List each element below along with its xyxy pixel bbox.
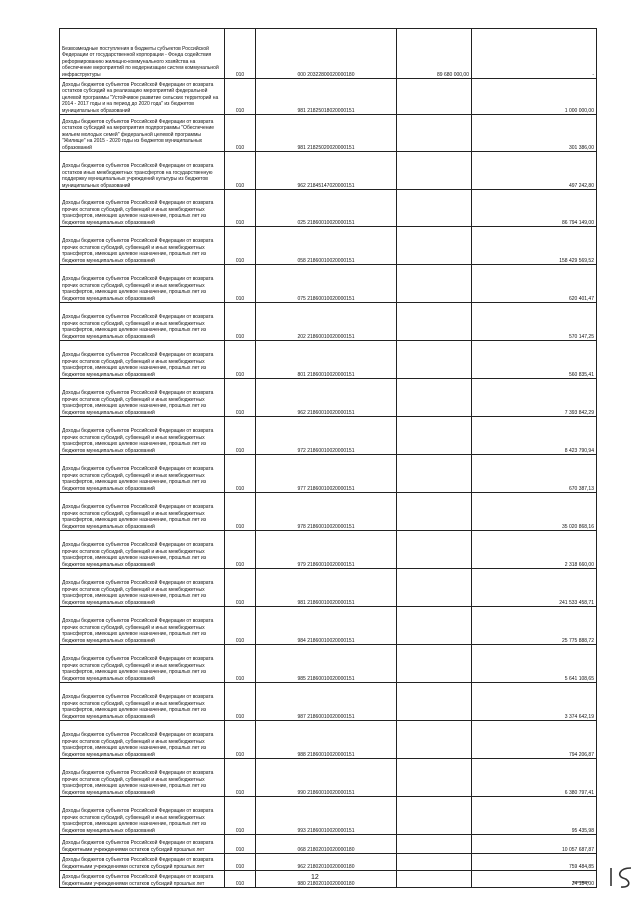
row-planned-amount [397, 759, 472, 797]
table-row [60, 721, 597, 759]
row-executed-amount: 25 775 888,72 [472, 607, 597, 645]
handwritten-mark-icon [571, 860, 640, 890]
row-description: Доходы бюджетов субъектов Российской Федерации от возврата остатков иных межбюджетных трансфертов на государственную поддержку муниципальных учреждений культуры из бюджетов муниципальных образований [60, 152, 225, 190]
row-executed-amount: 620 401,47 [472, 265, 597, 303]
row-budget-code: 962 21860010020000151 [256, 379, 397, 417]
row-planned-amount [397, 721, 472, 759]
row-line-code: 010 [225, 683, 256, 721]
row-planned-amount [397, 115, 472, 152]
row-line-code: 010 [225, 115, 256, 152]
row-budget-code: 984 21860010020000151 [256, 607, 397, 645]
table-row [60, 645, 597, 683]
row-executed-amount: 1 000 000,00 [472, 79, 597, 115]
row-budget-code: 981 21825018020000151 [256, 79, 397, 115]
row-budget-code: 978 21860010020000151 [256, 493, 397, 531]
row-planned-amount [397, 569, 472, 607]
table-row [60, 607, 597, 645]
row-planned-amount [397, 190, 472, 227]
row-budget-code: 977 21860010020000151 [256, 455, 397, 493]
row-executed-amount: 301 386,00 [472, 115, 597, 152]
row-planned-amount [397, 797, 472, 835]
row-description: Доходы бюджетов субъектов Российской Федерации от возврата прочих остатков субсидий, субвенций и иных межбюджетных трансфертов, имеющих целевое назначение, прошлых лет из бюджетов муниципальных образований [60, 190, 225, 227]
row-description: Доходы бюджетов субъектов Российской Федерации от возврата прочих остатков субсидий, субвенций и иных межбюджетных трансфертов, имеющих целевое назначение, прошлых лет из бюджетов муниципальных образований [60, 797, 225, 835]
row-budget-code: 058 21860010020000151 [256, 227, 397, 265]
row-description: Доходы бюджетов субъектов Российской Федерации от возврата прочих остатков субсидий, субвенций и иных межбюджетных трансфертов, имеющих целевое назначение, прошлых лет из бюджетов муниципальных образований [60, 417, 225, 455]
row-line-code: 010 [225, 759, 256, 797]
table-row [60, 759, 597, 797]
row-line-code: 010 [225, 152, 256, 190]
row-executed-amount: 570 147,25 [472, 303, 597, 341]
row-description: Доходы бюджетов субъектов Российской Федерации от возврата бюджетными учреждениями остатков субсидий прошлых лет [60, 854, 225, 871]
row-budget-code: 000 20322800020000180 [256, 29, 397, 79]
row-line-code: 010 [225, 871, 256, 888]
row-line-code: 010 [225, 190, 256, 227]
row-line-code: 010 [225, 303, 256, 341]
row-planned-amount [397, 871, 472, 888]
row-description: Доходы бюджетов субъектов Российской Федерации от возврата прочих остатков субсидий, субвенций и иных межбюджетных трансфертов, имеющих целевое назначение, прошлых лет из бюджетов муниципальных образований [60, 759, 225, 797]
row-planned-amount [397, 152, 472, 190]
row-budget-code: 962 21802010020000180 [256, 854, 397, 871]
row-description: Доходы бюджетов субъектов Российской Федерации от возврата прочих остатков субсидий, субвенций и иных межбюджетных трансфертов, имеющих целевое назначение, прошлых лет из бюджетов муниципальных образований [60, 341, 225, 379]
table-row [60, 79, 597, 115]
row-description: Доходы бюджетов субъектов Российской Федерации от возврата бюджетными учреждениями остатков субсидий прошлых лет [60, 835, 225, 854]
report-sheet [59, 28, 595, 888]
row-planned-amount [397, 79, 472, 115]
row-description: Доходы бюджетов субъектов Российской Федерации от возврата остатков субсидий на реализацию мероприятий федеральной целевой программы "Устойчивое развитие сельских территорий на 2014 - 2017 годы и на период до 2020 года" из бюджетов муниципальных образований [60, 79, 225, 115]
page-number: 12 [311, 874, 319, 881]
row-line-code: 010 [225, 29, 256, 79]
row-planned-amount [397, 493, 472, 531]
table-row [60, 341, 597, 379]
row-line-code: 010 [225, 645, 256, 683]
row-line-code: 010 [225, 341, 256, 379]
row-planned-amount [397, 379, 472, 417]
row-executed-amount: 10 057 687,87 [472, 835, 597, 854]
row-executed-amount: 86 794 149,00 [472, 190, 597, 227]
row-executed-amount: 158 429 569,52 [472, 227, 597, 265]
row-planned-amount [397, 265, 472, 303]
row-budget-code: 985 21860010020000151 [256, 645, 397, 683]
row-planned-amount [397, 531, 472, 569]
row-planned-amount [397, 854, 472, 871]
table-row [60, 379, 597, 417]
row-budget-code: 202 21860010020000151 [256, 303, 397, 341]
row-budget-code: 980 21802010020000180 [256, 871, 397, 888]
row-line-code: 010 [225, 797, 256, 835]
table-row [60, 152, 597, 190]
table-row [60, 303, 597, 341]
table-row [60, 115, 597, 152]
row-line-code: 010 [225, 607, 256, 645]
row-budget-code: 981 21825020020000151 [256, 115, 397, 152]
row-description: Доходы бюджетов субъектов Российской Федерации от возврата прочих остатков субсидий, субвенций и иных межбюджетных трансфертов, имеющих целевое назначение, прошлых лет из бюджетов муниципальных образований [60, 607, 225, 645]
row-planned-amount [397, 417, 472, 455]
row-planned-amount [397, 683, 472, 721]
table-row [60, 854, 597, 871]
row-line-code: 010 [225, 265, 256, 303]
row-executed-amount: 6 380 797,41 [472, 759, 597, 797]
row-line-code: 010 [225, 417, 256, 455]
table-row [60, 29, 597, 79]
row-line-code: 010 [225, 721, 256, 759]
table-row [60, 227, 597, 265]
table-row [60, 871, 597, 888]
row-budget-code: 990 21860010020000151 [256, 759, 397, 797]
table-row [60, 265, 597, 303]
row-budget-code: 075 21860010020000151 [256, 265, 397, 303]
row-budget-code: 988 21860010020000151 [256, 721, 397, 759]
row-planned-amount [397, 303, 472, 341]
table-row [60, 531, 597, 569]
row-planned-amount [397, 341, 472, 379]
row-description: Доходы бюджетов субъектов Российской Федерации от возврата прочих остатков субсидий, субвенций и иных межбюджетных трансфертов, имеющих целевое назначение, прошлых лет из бюджетов муниципальных образований [60, 721, 225, 759]
row-description: Доходы бюджетов субъектов Российской Федерации от возврата бюджетными учреждениями остатков субсидий прошлых лет [60, 871, 225, 888]
row-planned-amount [397, 227, 472, 265]
table-row [60, 835, 597, 854]
row-executed-amount: 35 020 868,16 [472, 493, 597, 531]
row-planned-amount [397, 607, 472, 645]
row-planned-amount: 89 680 000,00 [397, 29, 472, 79]
row-line-code: 010 [225, 227, 256, 265]
row-description: Доходы бюджетов субъектов Российской Федерации от возврата прочих остатков субсидий, субвенций и иных межбюджетных трансфертов, имеющих целевое назначение, прошлых лет из бюджетов муниципальных образований [60, 493, 225, 531]
row-executed-amount: - [472, 29, 597, 79]
row-line-code: 010 [225, 835, 256, 854]
row-line-code: 010 [225, 455, 256, 493]
row-description: Доходы бюджетов субъектов Российской Федерации от возврата прочих остатков субсидий, субвенций и иных межбюджетных трансфертов, имеющих целевое назначение, прошлых лет из бюджетов муниципальных образований [60, 265, 225, 303]
row-description: Доходы бюджетов субъектов Российской Федерации от возврата остатков субсидий на мероприятия подпрограммы "Обеспечение жильем молодых семей" федеральной целевой программы "Жилище" на 2015 - 2020 годы из бюджетов муниципальных образований [60, 115, 225, 152]
row-description: Доходы бюджетов субъектов Российской Федерации от возврата прочих остатков субсидий, субвенций и иных межбюджетных трансфертов, имеющих целевое назначение, прошлых лет из бюджетов муниципальных образований [60, 303, 225, 341]
row-line-code: 010 [225, 379, 256, 417]
row-executed-amount: 8 423 790,94 [472, 417, 597, 455]
row-executed-amount: 7 393 842,29 [472, 379, 597, 417]
table-row [60, 569, 597, 607]
row-line-code: 010 [225, 569, 256, 607]
row-executed-amount: 670 387,13 [472, 455, 597, 493]
table-row [60, 683, 597, 721]
row-budget-code: 987 21860010020000151 [256, 683, 397, 721]
row-executed-amount: 759 484,85 [472, 854, 597, 871]
row-planned-amount [397, 645, 472, 683]
table-row [60, 797, 597, 835]
row-executed-amount: 2 318 660,00 [472, 531, 597, 569]
row-budget-code: 801 21860010020000151 [256, 341, 397, 379]
row-executed-amount: 3 374 642,19 [472, 683, 597, 721]
row-budget-code: 993 21860010020000151 [256, 797, 397, 835]
budget-table [59, 28, 597, 888]
row-description: Доходы бюджетов субъектов Российской Федерации от возврата прочих остатков субсидий, субвенций и иных межбюджетных трансфертов, имеющих целевое назначение, прошлых лет из бюджетов муниципальных образований [60, 569, 225, 607]
row-budget-code: 068 21802010020000180 [256, 835, 397, 854]
row-line-code: 010 [225, 79, 256, 115]
row-budget-code: 972 21860010020000151 [256, 417, 397, 455]
row-line-code: 010 [225, 854, 256, 871]
row-executed-amount: 24 184,00 [472, 871, 597, 888]
row-description: Доходы бюджетов субъектов Российской Федерации от возврата прочих остатков субсидий, субвенций и иных межбюджетных трансфертов, имеющих целевое назначение, прошлых лет из бюджетов муниципальных образований [60, 531, 225, 569]
row-budget-code: 962 21845147020000151 [256, 152, 397, 190]
table-row [60, 417, 597, 455]
row-description: Доходы бюджетов субъектов Российской Федерации от возврата прочих остатков субсидий, субвенций и иных межбюджетных трансфертов, имеющих целевое назначение, прошлых лет из бюджетов муниципальных образований [60, 227, 225, 265]
budget-table-body [60, 29, 597, 888]
row-budget-code: 981 21860010020000151 [256, 569, 397, 607]
row-line-code: 010 [225, 493, 256, 531]
row-description: Доходы бюджетов субъектов Российской Федерации от возврата прочих остатков субсидий, субвенций и иных межбюджетных трансфертов, имеющих целевое назначение, прошлых лет из бюджетов муниципальных образований [60, 455, 225, 493]
table-row [60, 190, 597, 227]
row-description: Доходы бюджетов субъектов Российской Федерации от возврата прочих остатков субсидий, субвенций и иных межбюджетных трансфертов, имеющих целевое назначение, прошлых лет из бюджетов муниципальных образований [60, 683, 225, 721]
row-executed-amount: 794 206,87 [472, 721, 597, 759]
row-description: Доходы бюджетов субъектов Российской Федерации от возврата прочих остатков субсидий, субвенций и иных межбюджетных трансфертов, имеющих целевое назначение, прошлых лет из бюджетов муниципальных образований [60, 645, 225, 683]
row-budget-code: 025 21860010020000151 [256, 190, 397, 227]
row-planned-amount [397, 835, 472, 854]
row-executed-amount: 95 435,98 [472, 797, 597, 835]
row-executed-amount: 497 242,80 [472, 152, 597, 190]
table-row [60, 493, 597, 531]
table-row [60, 455, 597, 493]
row-budget-code: 979 21860010020000151 [256, 531, 397, 569]
row-description: Доходы бюджетов субъектов Российской Федерации от возврата прочих остатков субсидий, субвенций и иных межбюджетных трансфертов, имеющих целевое назначение, прошлых лет из бюджетов муниципальных образований [60, 379, 225, 417]
row-planned-amount [397, 455, 472, 493]
row-executed-amount: 241 533 458,71 [472, 569, 597, 607]
row-line-code: 010 [225, 531, 256, 569]
row-executed-amount: 560 835,41 [472, 341, 597, 379]
row-executed-amount: 5 641 108,65 [472, 645, 597, 683]
row-description: Безвозмездные поступления в бюджеты субъектов Российской Федерации от государственной корпорации - Фонда содействия реформированию жилищно-коммунального хозяйства на обеспечение мероприятий по модернизации систем коммунальной инфраструктуры [60, 29, 225, 79]
